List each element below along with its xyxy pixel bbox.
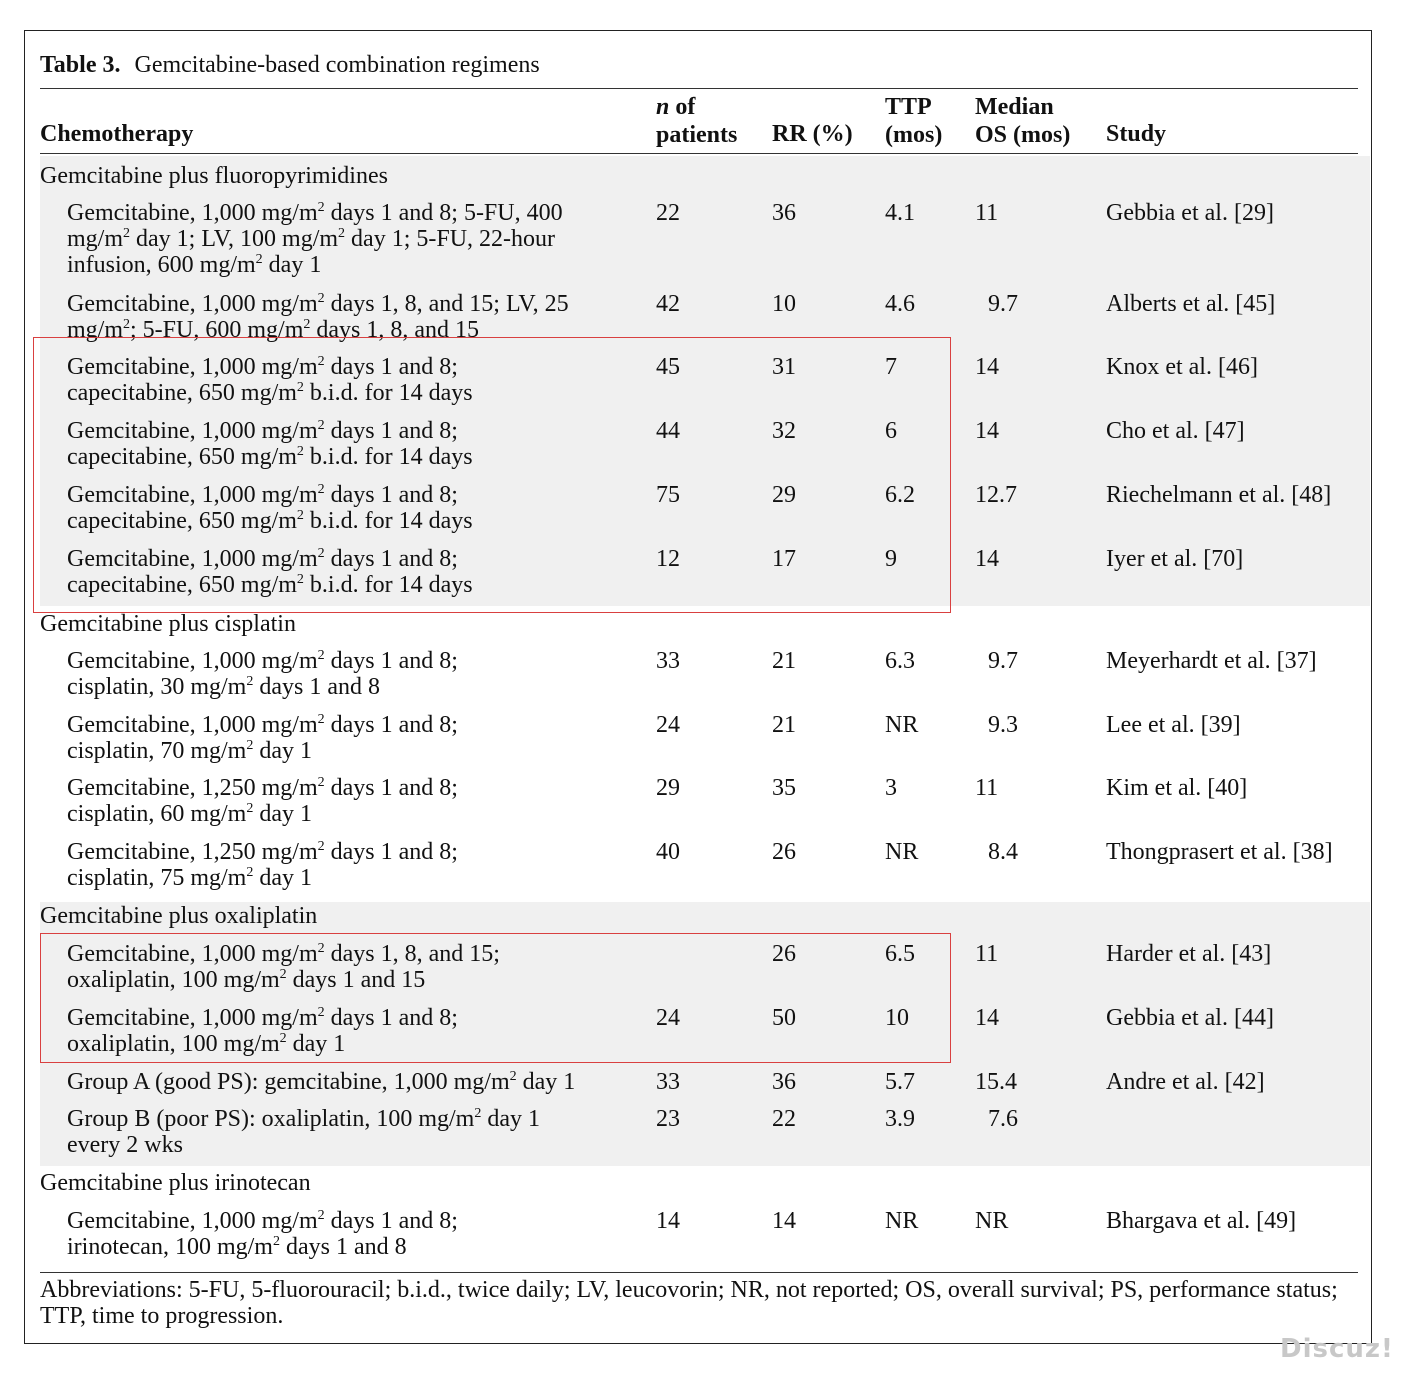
- cell-rr: 14: [772, 1208, 796, 1234]
- cell-rr: 17: [772, 546, 796, 572]
- bottom-rule: [40, 1272, 1358, 1273]
- cell-ttp: 6.3: [885, 648, 915, 674]
- cell-ttp: NR: [885, 712, 919, 738]
- cell-rr: 22: [772, 1106, 796, 1132]
- header-ttp-1: TTP: [885, 94, 932, 120]
- header-os-1: Median: [975, 94, 1054, 120]
- table-row: Gemcitabine, 1,000 $mg/m^2$ days 1, 8, and 15; LV, 25 $mg/m^2$; 5-FU, 600 $mg/m^2$ days 1, 8, and 15: [67, 291, 569, 343]
- cell-n: 75: [656, 482, 680, 508]
- table-row: Gemcitabine, 1,000 $mg/m^2$ days 1 and 8; oxaliplatin, 100 $mg/m^2$ day 1: [67, 1005, 458, 1057]
- cell-study: Iyer et al. [70]: [1106, 546, 1244, 572]
- cell-study: Meyerhardt et al. [37]: [1106, 648, 1317, 674]
- table-row: Gemcitabine, 1,250 $mg/m^2$ days 1 and 8; cisplatin, 60 $mg/m^2$ day 1: [67, 775, 458, 827]
- cell-os: 9.7: [988, 648, 1018, 674]
- table-title: [40, 52, 540, 79]
- cell-ttp: 3: [885, 775, 897, 801]
- cell-n: 44: [656, 418, 680, 444]
- cell-os: 14: [975, 1005, 999, 1031]
- cell-rr: 36: [772, 1069, 796, 1095]
- cell-os: 11: [975, 775, 999, 801]
- table-row: Group A (good PS): gemcitabine, 1,000 $mg/m^2$ day 1: [67, 1069, 576, 1095]
- cell-os: 11: [975, 941, 999, 967]
- table-row: Gemcitabine, 1,000 $mg/m^2$ days 1 and 8; capecitabine, 650 $mg/m^2$ b.i.d. for 14 days: [67, 482, 473, 534]
- cell-rr: 32: [772, 418, 796, 444]
- cell-ttp: 6.2: [885, 482, 915, 508]
- cell-os: 14: [975, 418, 999, 444]
- watermark-logo: Discuz!: [1280, 1334, 1394, 1364]
- table-row: Gemcitabine, 1,000 $mg/m^2$ days 1, 8, and 15; oxaliplatin, 100 $mg/m^2$ days 1 and 15: [67, 941, 500, 993]
- cell-n: 33: [656, 648, 680, 674]
- cell-ttp: NR: [885, 1208, 919, 1234]
- cell-ttp: 6: [885, 418, 897, 444]
- header-n-italic: n: [656, 94, 670, 120]
- cell-os: NR: [975, 1208, 1009, 1234]
- cell-os: 11: [975, 200, 999, 226]
- header-rule: [40, 153, 1358, 154]
- cell-os: 15.4: [975, 1069, 1017, 1095]
- cell-study: Knox et al. [46]: [1106, 354, 1258, 380]
- cell-rr: 50: [772, 1005, 796, 1031]
- cell-study: Lee et al. [39]: [1106, 712, 1241, 738]
- header-rr: RR (%): [772, 121, 853, 147]
- cell-n: 24: [656, 1005, 680, 1031]
- header-n-patients: [656, 93, 737, 149]
- cell-study: Cho et al. [47]: [1106, 418, 1245, 444]
- cell-rr: 26: [772, 839, 796, 865]
- cell-n: 45: [656, 354, 680, 380]
- cell-rr: 21: [772, 712, 796, 738]
- header-os-2: OS (mos): [975, 122, 1071, 148]
- header-ttp: [885, 93, 942, 149]
- table-row: Gemcitabine, 1,000 $mg/m^2$ days 1 and 8; irinotecan, 100 $mg/m^2$ days 1 and 8: [67, 1208, 458, 1260]
- header-chemotherapy: Chemotherapy: [40, 121, 194, 147]
- cell-rr: 29: [772, 482, 796, 508]
- cell-os: 8.4: [988, 839, 1018, 865]
- highlight-box-capecitabine: [33, 337, 951, 613]
- cell-ttp: 4.6: [885, 291, 915, 317]
- section-fluoropyrimidines: Gemcitabine plus fluoropyrimidines: [40, 163, 388, 189]
- cell-rr: 10: [772, 291, 796, 317]
- cell-study: Thongprasert et al. [38]: [1106, 839, 1333, 865]
- cell-ttp: 6.5: [885, 941, 915, 967]
- cell-rr: 31: [772, 354, 796, 380]
- header-n-of: of: [675, 94, 696, 120]
- table-row: Gemcitabine, 1,000 $mg/m^2$ days 1 and 8; capecitabine, 650 $mg/m^2$ b.i.d. for 14 days: [67, 354, 473, 406]
- section-cisplatin: Gemcitabine plus cisplatin: [40, 611, 296, 637]
- cell-study: Gebbia et al. [44]: [1106, 1005, 1274, 1031]
- header-study: Study: [1106, 121, 1167, 147]
- table-row: Gemcitabine, 1,000 $mg/m^2$ days 1 and 8; 5-FU, 400 $mg/m^2$ day 1; LV, 100 $mg/m^2$ day 1; 5-FU, 22-hour infusion, 600 $mg/m^2$ day 1: [67, 200, 563, 278]
- cell-n: 24: [656, 712, 680, 738]
- section-oxaliplatin: Gemcitabine plus oxaliplatin: [40, 903, 318, 929]
- footnote-abbreviations: Abbreviations: 5-FU, 5-fluorouracil; b.i.d., twice daily; LV, leucovorin; NR, not reported; OS, overall survival; PS, performance status; TTP, time to progression.: [40, 1277, 1338, 1329]
- cell-rr: 21: [772, 648, 796, 674]
- cell-n: 42: [656, 291, 680, 317]
- top-rule: [40, 88, 1358, 89]
- highlight-box-oxaliplatin: [40, 933, 951, 1063]
- cell-n: 29: [656, 775, 680, 801]
- cell-n: 14: [656, 1208, 680, 1234]
- table-row: Gemcitabine, 1,000 $mg/m^2$ days 1 and 8; cisplatin, 70 $mg/m^2$ day 1: [67, 712, 458, 764]
- cell-n: 22: [656, 200, 680, 226]
- cell-ttp: 4.1: [885, 200, 915, 226]
- cell-n: 33: [656, 1069, 680, 1095]
- cell-os: 14: [975, 546, 999, 572]
- table-row: Gemcitabine, 1,250 $mg/m^2$ days 1 and 8; cisplatin, 75 $mg/m^2$ day 1: [67, 839, 458, 891]
- table-label: Table 3.: [40, 52, 121, 78]
- cell-study: Andre et al. [42]: [1106, 1069, 1265, 1095]
- table-caption: Gemcitabine-based combination regimens: [134, 52, 540, 78]
- header-patients: patients: [656, 122, 738, 148]
- cell-os: 7.6: [988, 1106, 1018, 1132]
- section-irinotecan: Gemcitabine plus irinotecan: [40, 1170, 311, 1196]
- cell-os: 9.3: [988, 712, 1018, 738]
- cell-n: 40: [656, 839, 680, 865]
- cell-os: 14: [975, 354, 999, 380]
- cell-ttp: NR: [885, 839, 919, 865]
- cell-ttp: 7: [885, 354, 897, 380]
- table-row: Gemcitabine, 1,000 $mg/m^2$ days 1 and 8; capecitabine, 650 $mg/m^2$ b.i.d. for 14 days: [67, 418, 473, 470]
- cell-ttp: 3.9: [885, 1106, 915, 1132]
- header-median-os: [975, 93, 1070, 149]
- header-ttp-2: (mos): [885, 122, 943, 148]
- cell-n: 12: [656, 546, 680, 572]
- cell-ttp: 5.7: [885, 1069, 915, 1095]
- cell-os: 12.7: [975, 482, 1017, 508]
- cell-rr: 35: [772, 775, 796, 801]
- cell-ttp: 10: [885, 1005, 909, 1031]
- cell-n: 23: [656, 1106, 680, 1132]
- table-row: Gemcitabine, 1,000 $mg/m^2$ days 1 and 8; capecitabine, 650 $mg/m^2$ b.i.d. for 14 days: [67, 546, 473, 598]
- cell-study: Kim et al. [40]: [1106, 775, 1248, 801]
- cell-study: Gebbia et al. [29]: [1106, 200, 1274, 226]
- table-row: Gemcitabine, 1,000 $mg/m^2$ days 1 and 8; cisplatin, 30 $mg/m^2$ days 1 and 8: [67, 648, 458, 700]
- cell-study: Riechelmann et al. [48]: [1106, 482, 1332, 508]
- cell-rr: 26: [772, 941, 796, 967]
- cell-study: Bhargava et al. [49]: [1106, 1208, 1297, 1234]
- cell-os: 9.7: [988, 291, 1018, 317]
- cell-study: Harder et al. [43]: [1106, 941, 1272, 967]
- cell-study: Alberts et al. [45]: [1106, 291, 1276, 317]
- cell-rr: 36: [772, 200, 796, 226]
- table-row: Group B (poor PS): oxaliplatin, 100 $mg/m^2$ day 1 every 2 wks: [67, 1106, 540, 1158]
- cell-ttp: 9: [885, 546, 897, 572]
